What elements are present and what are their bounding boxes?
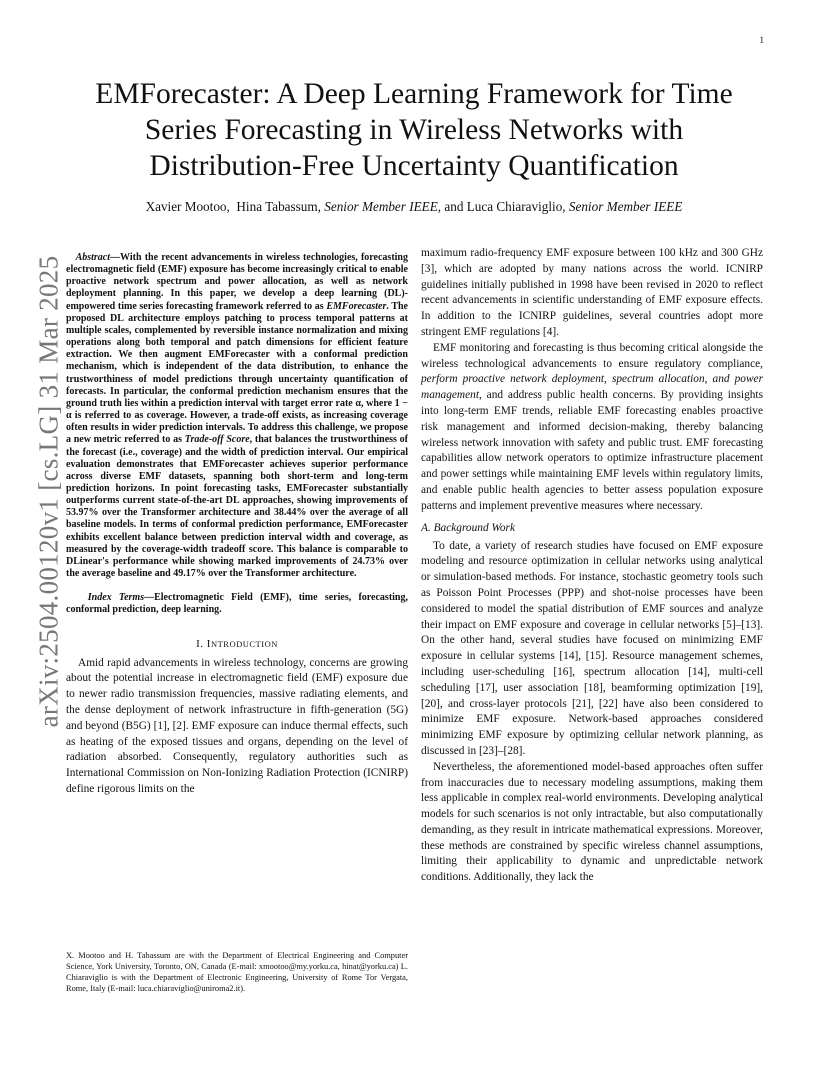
abstract	[66, 252, 408, 580]
right-paragraph-2: EMF monitoring and forecasting is thus becoming critical alongside the wireless technological advancements to ensure regulatory compliance, perform proactive network deployment, spectrum allocation, and power management, and address public health concerns. By providing insights into long-term EMF trends, reliable EMF forecasting enables proactive risk management and informed decision-making, thereby balancing wireless network innovation with safety and public trust. EMF forecasting capabilities allow network operators to optimize infrastructure placement and power settings while maintaining EMF levels within regulatory limits, and enable public health agencies to better assess population exposure patterns and implement preventive measures where necessary.	[421, 341, 763, 512]
left-column	[66, 252, 408, 798]
index-terms	[66, 592, 408, 616]
right-paragraph-1: maximum radio-frequency EMF exposure between 100 kHz and 300 GHz [3], which are adopted by many nations across the world. ICNIRP guidelines initially published in 1998 have been revised in 2020 to reflect recent advancements in scientific understanding of EMF exposure effects. In addition to the ICNIRP guidelines, several countries adopt more stringent EMF regulations [4].	[421, 247, 763, 338]
abstract-text-1: —With the recent advancements in wireless technologies, forecasting electromagnetic field (EMF) exposure has become increasingly critical to enable proactive network spectrum and power allocation, as well as network deployment planning. In this paper, we develop a deep learning (DL)-empowered time series forecasting framework referred to as	[66, 252, 408, 312]
abstract-label: Abstract	[75, 252, 111, 263]
introduction-paragraph: Amid rapid advancements in wireless technology, concerns are growing about the potential increase in electromagnetic field (EMF) exposure due to newer radio transmission frequencies, massive radiating elements, and the dense deployment of network infrastructure in fifth-generation (5G) and beyond (B5G) [1], [2]. EMF exposure can induce thermal effects, such as heating of the exposed tissues and organs, depending on the level of radiation absorbed. Consequently, regulatory authorities such as International Commission on Non-Ionizing Radiation Protection (ICNIRP) define rigorous limits on the	[66, 656, 408, 795]
index-terms-text: —Electromagnetic Field (EMF), time series, forecasting, conformal prediction, deep learning.	[66, 592, 408, 616]
abstract-emforecaster: EMForecaster	[326, 300, 387, 312]
subsection-heading-background: A. Background Work	[421, 521, 515, 534]
abstract-text-3: , that balances the trustworthiness of the forecast (i.e., coverage) and the width of prediction interval. Our empirical evaluation demonstrates that EMForecaster achieves superior performance across diverse EMF datasets, spanning both short-term and long-term prediction horizons. In point forecasting tasks, EMForecaster substantially outperforms current state-of-the-art DL approaches, showing improvements of 53.97% over the Transformer architecture and 38.44% over the average of all baseline models. In terms of conformal prediction performance, EMForecaster exhibits excellent balance between prediction interval width and coverage, as measured by the coverage-width tradeoff score. This balance is comparable to DLinear's performance while showing marked improvements of 24.73% over the average baseline and 49.17% over the Transformer architecture.	[66, 434, 408, 580]
right-paragraph-4: Nevertheless, the aforementioned model-based approaches often suffer from inaccuracies due to necessary modeling assumptions, making them less applicable in complex real-world environments. Developing analytical models for such scenarios is not only intractable, but also computationally demanding, as they result in intricate mathematical expressions. Moreover, these methods are constrained by specific wireless channel assumptions, limiting their applicability to dynamic and unpredictable network conditions. Additionally, they lack the	[421, 760, 763, 884]
paper-title: EMForecaster: A Deep Learning Framework for Time Series Forecasting in Wireless Networks with Distribution-Free Uncertainty Quantification	[95, 78, 733, 182]
right-column	[421, 246, 763, 886]
author-tabassum: Hina Tabassum,	[236, 199, 321, 214]
arxiv-stamp: arXiv:2504.00120v1 [cs.LG] 31 Mar 2025	[33, 255, 64, 728]
author-line	[66, 199, 762, 215]
author-mootoo: Xavier Mootoo,	[145, 199, 230, 214]
author-chiaraviglio-role: Senior Member IEEE	[568, 199, 683, 214]
author-chiaraviglio: , and Luca Chiaraviglio,	[437, 199, 566, 214]
section-heading-introduction: I. INTRODUCTION	[196, 637, 278, 650]
author-tabassum-role: Senior Member IEEE	[324, 199, 438, 214]
abstract-text-2: . The proposed DL architecture employs patching to process temporal patterns at multiple scales, complemented by reversible instance normalization and mixing operations along both temporal and patch dimensions for efficient feature extraction. We then augment EMForecaster with a conformal prediction mechanism, which is independent of the data distribution, to enhance the trustworthiness of model predictions through uncertainty quantification of forecasts. In particular, the conformal prediction mechanism ensures that the ground truth lies within a prediction interval with target error rate α, where 1 − α is referred to as coverage. However, a trade-off exists, as increasing coverage often results in wider prediction intervals. To address this challenge, we propose a new metric referred to as	[66, 300, 408, 446]
right-paragraph-3: To date, a variety of research studies have focused on EMF exposure modeling and resource optimization in cellular networks using analytical or simulation-based methods. For instance, stochastic geometry tools such as Poisson Point Processes (PPP) and shot-noise processes have been considered to model the spatial distribution of EMF sources and analyze their impact on EMF exposure and coverage in cellular networks [5]–[13]. On the other hand, several studies have focused on minimizing EMF exposure in cellular systems [14], [15]. Resource management schemes, including user-scheduling [16], spectrum allocation [14], multi-cell scheduling [17], user association [18], beamforming optimization [19], [20], and cross-layer protocols [21], [22] have also been considered to minimize EMF exposure. Network-based approaches considered minimizing EMF exposure by optimizing cellular network planning, as discussed in [23]–[28].	[421, 539, 763, 757]
abstract-tradeoff-score: Trade-off Score	[184, 434, 250, 446]
page-number: 1	[759, 35, 764, 45]
index-terms-label: Index Terms	[87, 592, 145, 604]
author-footnote: X. Mootoo and H. Tabassum are with the Department of Electrical Engineering and Computer Science, York University, Toronto, ON, Canada (E-mail: xmootoo@my.yorku.ca, hinat@yorku.ca) L. Chiaraviglio is with the Department of Electronic Engineering, University of Rome Tor Vergata, Rome, Italy (E-mail: luca.chiaraviglio@uniroma2.it).	[66, 951, 408, 993]
